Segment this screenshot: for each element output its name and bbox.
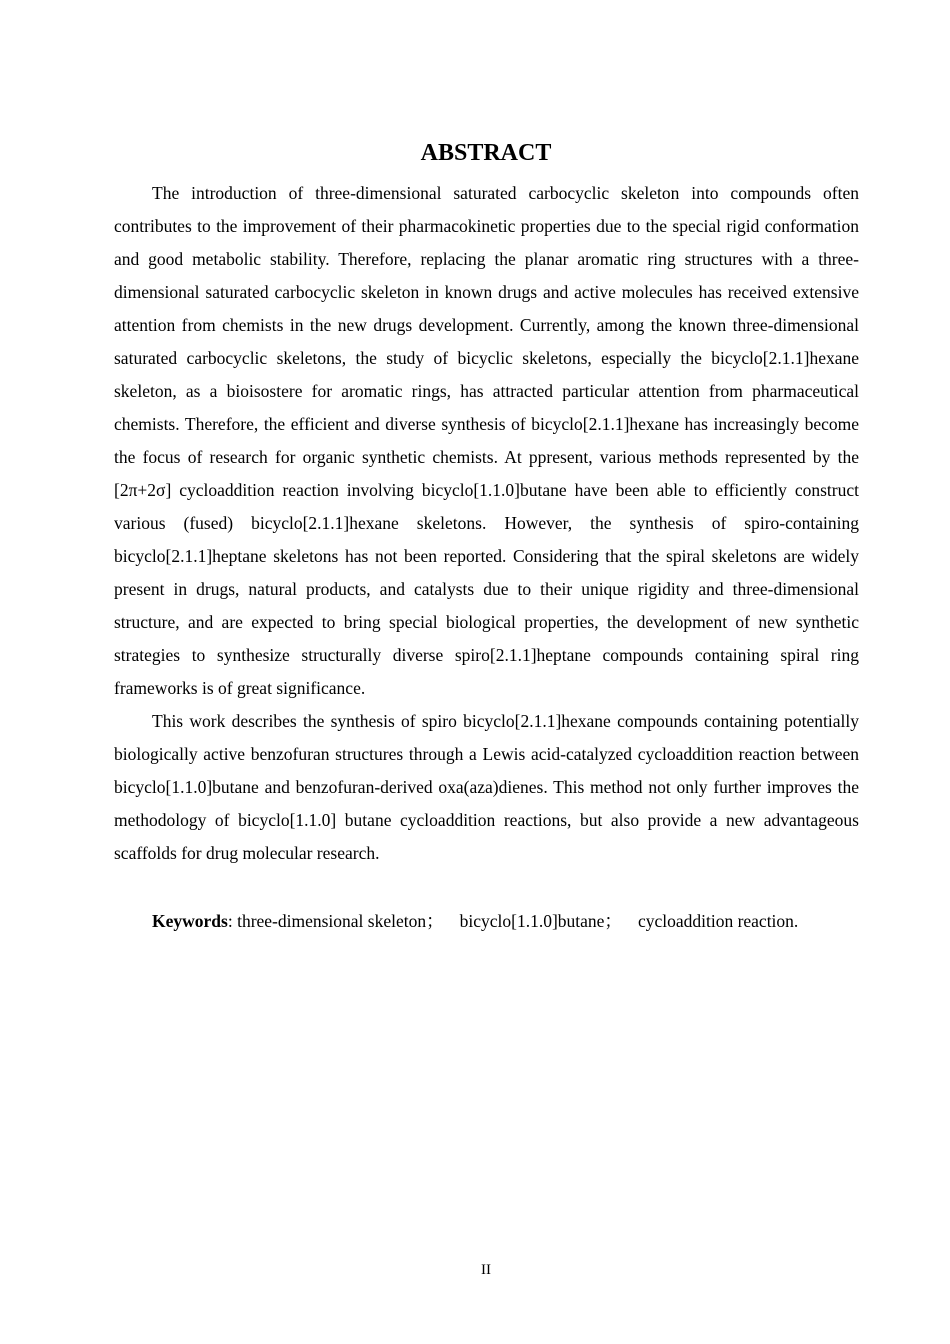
page-number: II — [481, 1262, 491, 1278]
abstract-paragraph-1: The introduction of three-dimensional saturated carbocyclic skeleton into compounds often contributes to the improvement of their pharmacokinetic properties due to the special rigid conformation and good metabolic stability. Therefore, replacing the planar aromatic ring structures with a three-dimensional saturated carbocyclic skeleton in known drugs and active molecules has received extensive attention from chemists in the new drugs development. Currently, among the known three-dimensional saturated carbocyclic skeletons, the study of bicyclic skeletons, especially the bicyclo[2.1.1]hexane skeleton, as a bioisostere for aromatic rings, has attracted particular attention from pharmaceutical chemists. Therefore, the efficient and diverse synthesis of bicyclo[2.1.1]hexane has increasingly become the focus of research for organic synthetic chemists. At ppresent, various methods represented by the [2π+2σ] cycloaddition reaction involving bicyclo[1.1.0]butane have been able to efficiently construct various (fused) bicyclo[2.1.1]hexane skeletons. However, the synthesis of spiro-containing bicyclo[2.1.1]heptane skeletons has not been reported. Considering that the spiral skeletons are widely present in drugs, natural products, and catalysts due to their unique rigidity and three-dimensional structure, and are expected to bring special biological properties, the development of new synthetic strategies to synthesize structurally diverse spiro[2.1.1]heptane compounds containing spiral ring frameworks is of great significance. — [114, 183, 859, 698]
keywords-line — [152, 905, 872, 938]
abstract-title: ABSTRACT — [420, 140, 552, 166]
keyword-item: cycloaddition reaction. — [637, 911, 799, 931]
keyword-item: three-dimensional skeleton； — [237, 911, 444, 931]
abstract-body — [114, 177, 859, 870]
keywords-label: Keywords — [152, 911, 228, 931]
keywords-colon: : — [227, 911, 238, 931]
abstract-paragraph-2: This work describes the synthesis of spiro bicyclo[2.1.1]hexane compounds containing potentially biologically active benzofuran structures through a Lewis acid-catalyzed cycloaddition reaction between bicyclo[1.1.0]butane and benzofuran-derived oxa(aza)dienes. This method not only further improves the methodology of bicyclo[1.1.0] butane cycloaddition reactions, but also provide a new advantageous scaffolds for drug molecular research. — [114, 711, 859, 863]
keyword-item: bicyclo[1.1.0]butane； — [459, 911, 622, 931]
